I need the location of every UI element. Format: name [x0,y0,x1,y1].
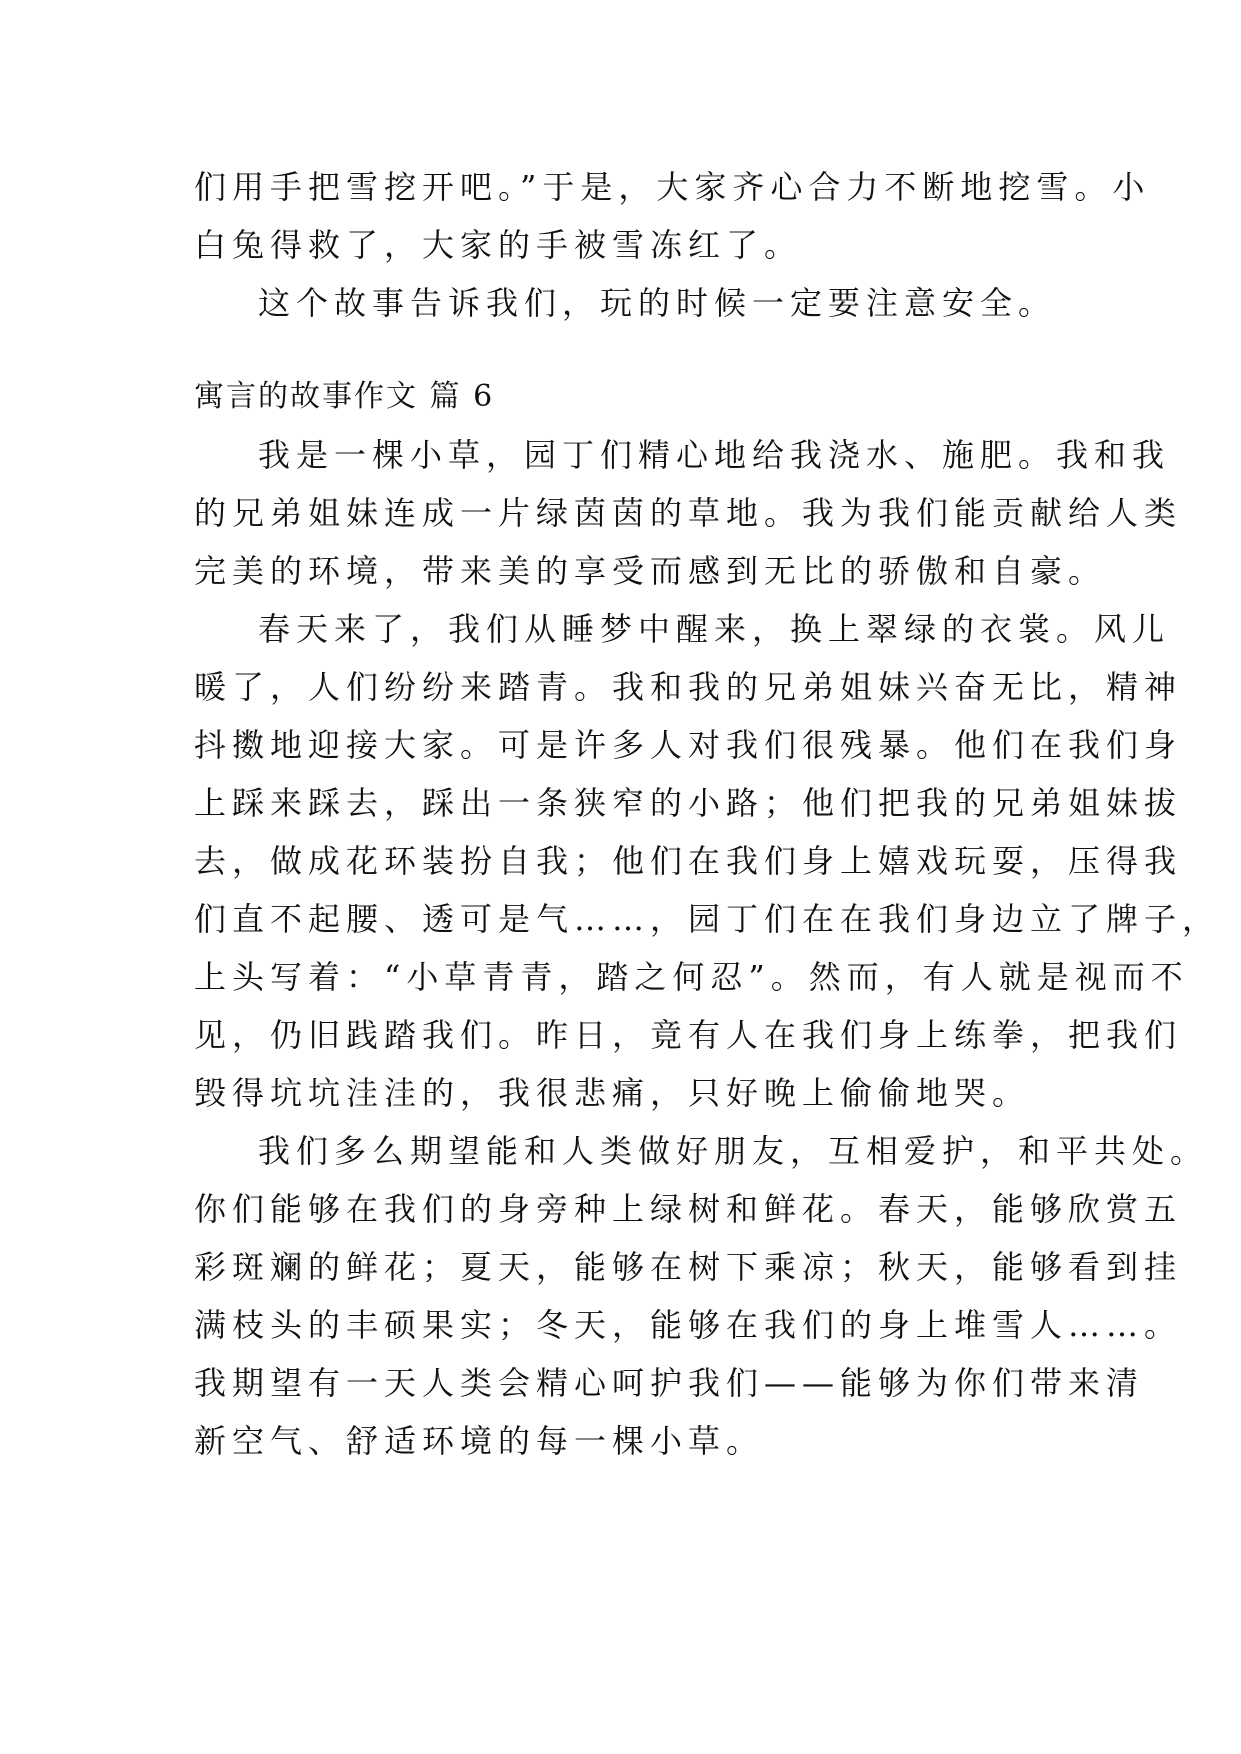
text-line: 白兔得救了，大家的手被雪冻红了。 [194,226,803,264]
text-line: 春天来了，我们从睡梦中醒来，换上翠绿的衣裳。风儿 [258,610,1171,648]
text-line: 我是一棵小草，园丁们精心地给我浇水、施肥。我和我 [258,436,1171,474]
text-line: 新空气、舒适环境的每一棵小草。 [194,1422,765,1460]
text-line: 们用手把雪挖开吧。”于是，大家齐心合力不断地挖雪。小 [194,168,1151,206]
text-line: 上踩来踩去，踩出一条狭窄的小路；他们把我的兄弟姐妹拔 [194,784,1183,822]
text-line: 完美的环境，带来美的享受而感到无比的骄傲和自豪。 [194,552,1107,590]
text-line: 去，做成花环装扮自我；他们在我们身上嬉戏玩耍，压得我 [194,842,1183,880]
text-line: 的兄弟姐妹连成一片绿茵茵的草地。我为我们能贡献给人类 [194,494,1183,532]
text-line: 毁得坑坑洼洼的，我很悲痛，只好晚上偷偷地哭。 [194,1074,1031,1112]
moral-line: 这个故事告诉我们，玩的时候一定要注意安全。 [258,284,1057,322]
text-line: 我期望有一天人类会精心呵护我们——能够为你们带来清 [194,1364,1145,1402]
document-body [194,158,1221,1470]
section-title: 寓言的故事作文 篇 6 [194,379,495,414]
text-line: 我们多么期望能和人类做好朋友，互相爱护，和平共处。 [258,1132,1209,1170]
text-line: 彩斑斓的鲜花；夏天，能够在树下乘凉；秋天，能够看到挂 [194,1248,1183,1286]
text-line: 暖了，人们纷纷来踏青。我和我的兄弟姐妹兴奋无比，精神 [194,668,1183,706]
text-line: 上头写着：“小草青青，踏之何忍”。然而，有人就是视而不 [194,958,1189,996]
section-gap [194,332,1054,368]
text-line: 满枝头的丰硕果实；冬天，能够在我们的身上堆雪人……。 [194,1306,1183,1344]
text-line: 们直不起腰、透可是气……，园丁们在在我们身边立了牌子， [194,900,1221,938]
text-line: 见，仍旧践踏我们。昨日，竟有人在我们身上练拳，把我们 [194,1016,1183,1054]
text-line: 你们能够在我们的身旁种上绿树和鲜花。春天，能够欣赏五 [194,1190,1183,1228]
text-line: 抖擞地迎接大家。可是许多人对我们很残暴。他们在我们身 [194,726,1183,764]
